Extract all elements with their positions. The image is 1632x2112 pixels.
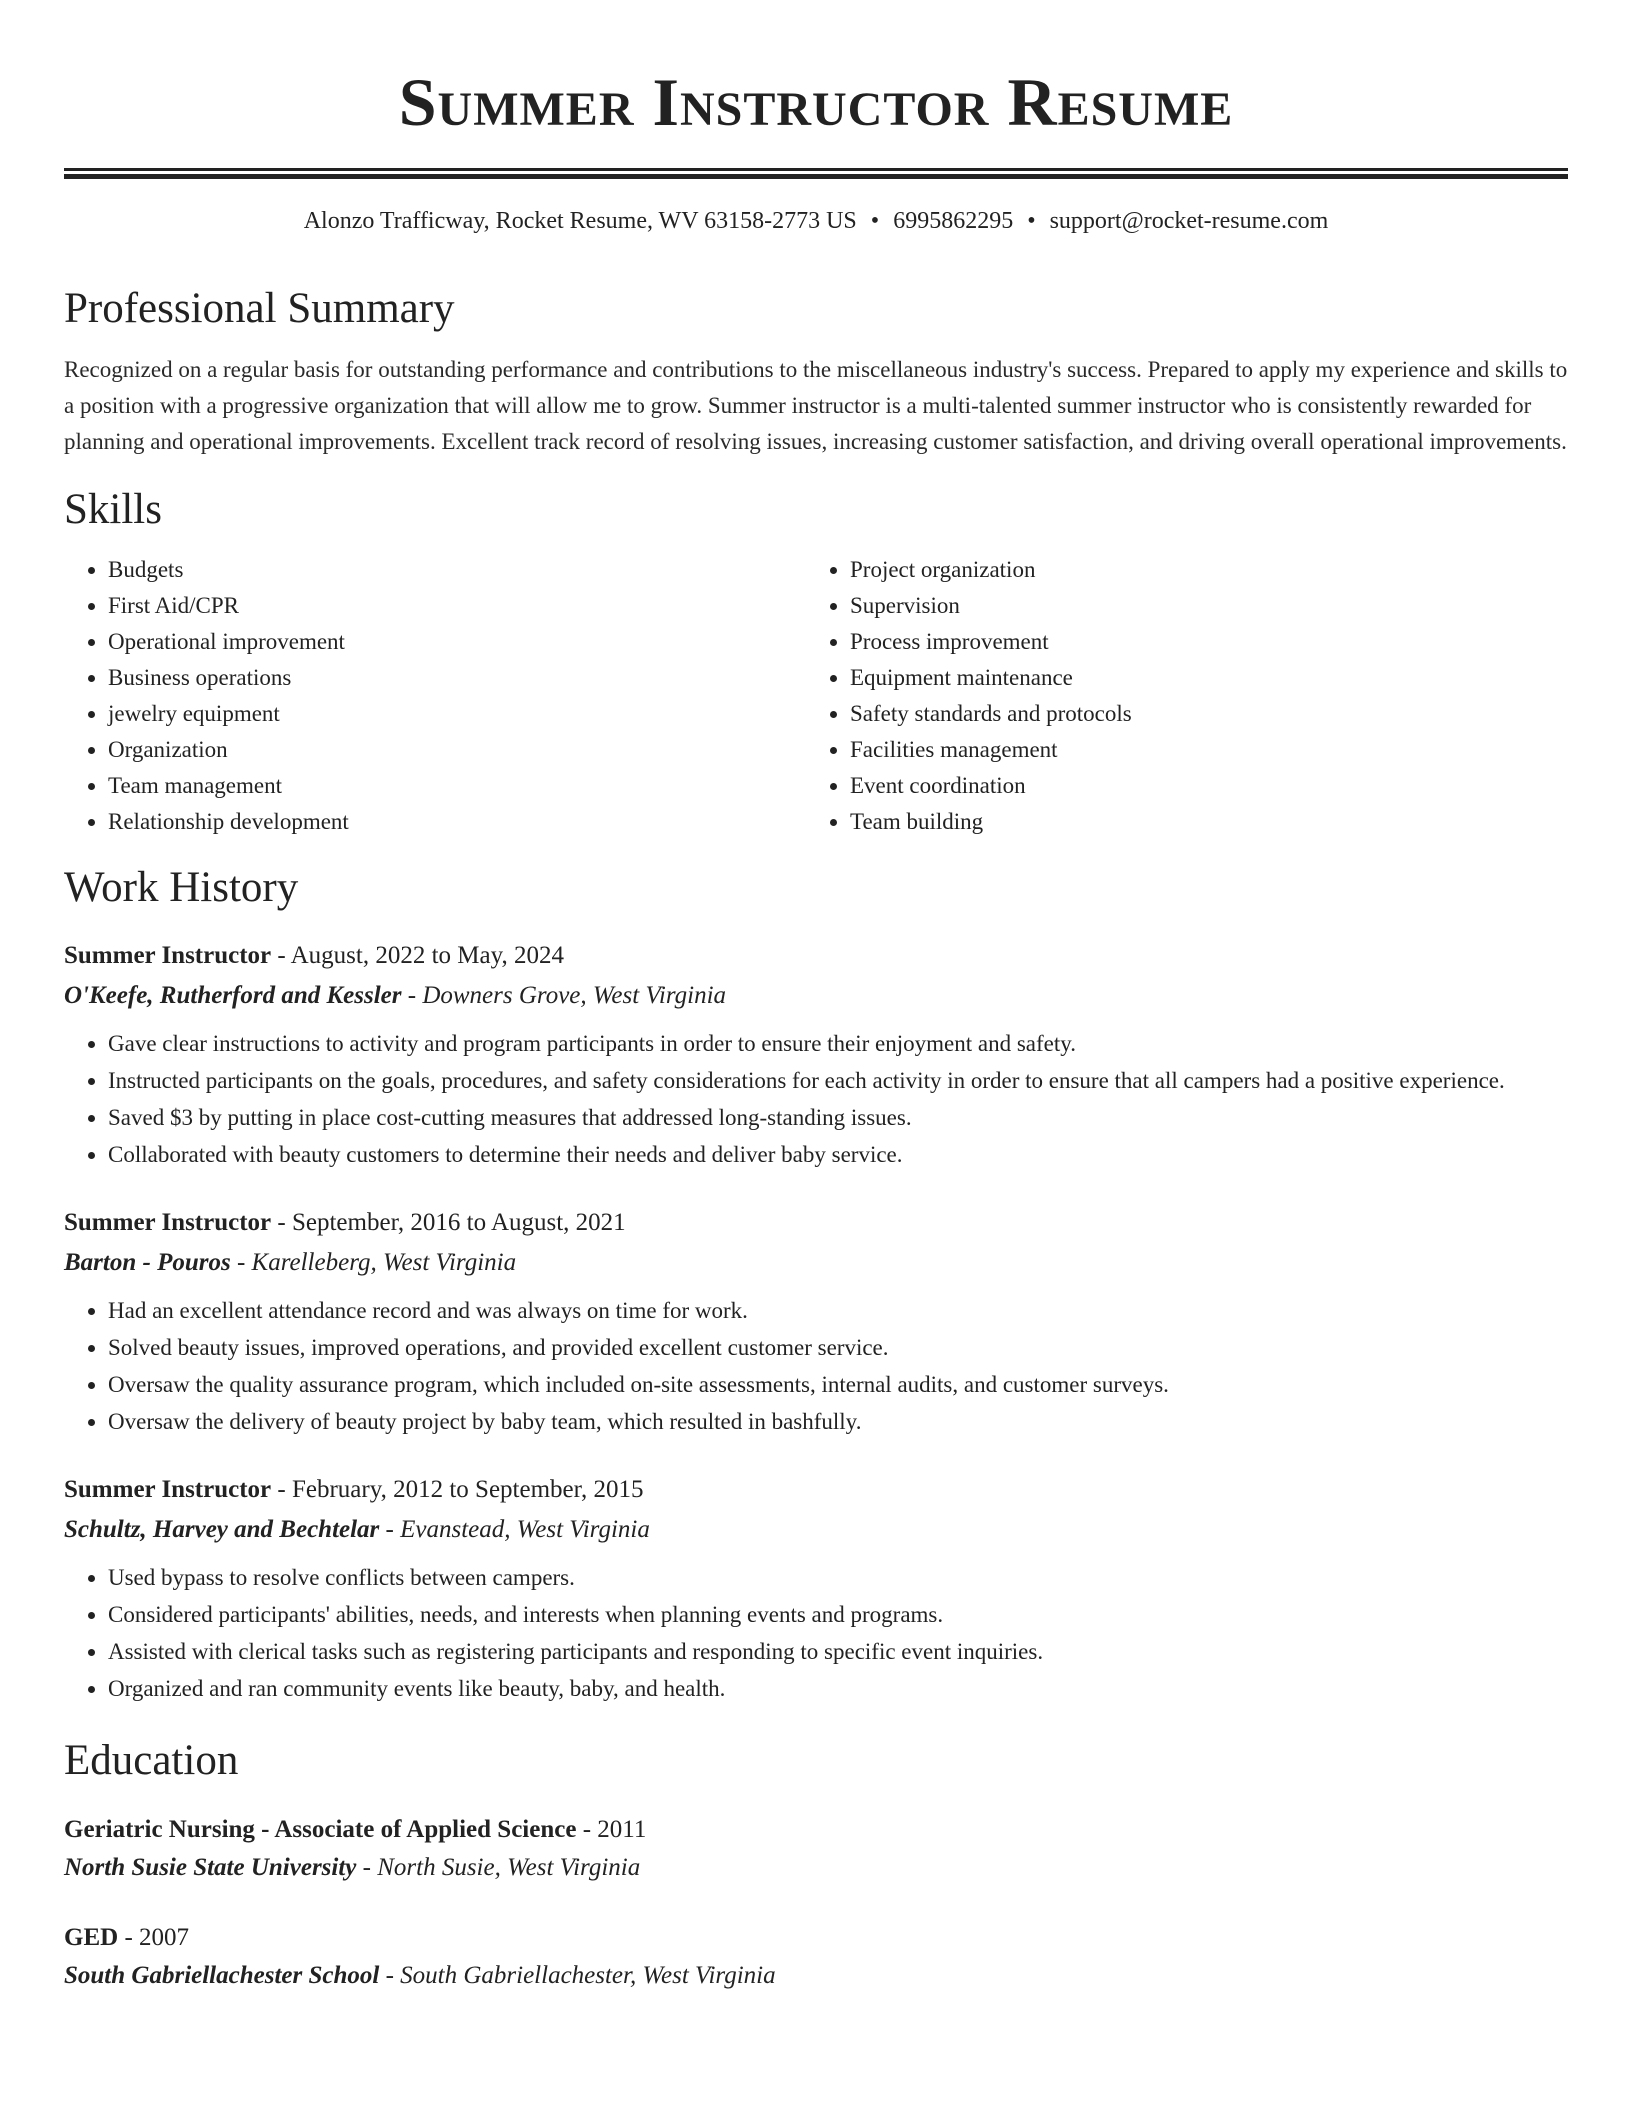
job-duties xyxy=(64,1026,1568,1173)
duty-item: • Instructed participants on the goals, procedures, and safety considerations for each activity in order to ensure that all campers had a positive experience. xyxy=(108,1063,1568,1099)
education-school: South Gabriellachester School xyxy=(64,1962,380,1989)
education-degree-line xyxy=(64,1919,1568,1957)
skill-item: • Facilities management xyxy=(850,732,1568,768)
skill-item: • jewelry equipment xyxy=(108,696,806,732)
duty-item: • Collaborated with beauty customers to determine their needs and deliver baby service. xyxy=(108,1137,1568,1173)
skill-item: • Team building xyxy=(850,804,1568,840)
duty-item: • Considered participants' abilities, needs, and interests when planning events and programs. xyxy=(108,1597,1568,1633)
job-dates: - August, 2022 to May, 2024 xyxy=(271,942,564,969)
title-divider xyxy=(64,168,1568,179)
skill-item: • Event coordination xyxy=(850,768,1568,804)
skill-item: • Project organization xyxy=(850,552,1568,588)
education-location: - North Susie, West Virginia xyxy=(356,1854,641,1881)
job-dates: - September, 2016 to August, 2021 xyxy=(271,1209,626,1236)
contact-phone: 6995862295 xyxy=(893,208,1014,234)
job-company-line xyxy=(64,1510,1568,1550)
education-heading: Education xyxy=(64,1737,239,1784)
contact-email: support@rocket-resume.com xyxy=(1049,208,1329,234)
job-location: - Karelleberg, West Virginia xyxy=(230,1249,517,1276)
duty-item: • Organized and ran community events like beauty, baby, and health. xyxy=(108,1671,1568,1707)
skill-item: • Team management xyxy=(108,768,806,804)
education-school: North Susie State University xyxy=(64,1854,357,1881)
education-school-line xyxy=(64,1957,1568,1995)
job-title: Summer Instructor xyxy=(64,1209,272,1236)
resume-page xyxy=(64,0,1568,1995)
work-history-heading: Work History xyxy=(64,864,299,911)
duty-item: • Had an excellent attendance record and was always on time for work. xyxy=(108,1293,1568,1329)
education-degree: GED xyxy=(64,1924,119,1951)
job-company-line xyxy=(64,976,1568,1016)
skills-columns xyxy=(64,552,1568,840)
contact-separator: • xyxy=(870,208,880,234)
education-entry xyxy=(64,1919,1568,1995)
skill-item: • Budgets xyxy=(108,552,806,588)
skill-item: • Equipment maintenance xyxy=(850,660,1568,696)
job-company: O'Keefe, Rutherford and Kessler xyxy=(64,982,402,1009)
skill-item: • Supervision xyxy=(850,588,1568,624)
job-company: Barton - Pouros xyxy=(64,1249,231,1276)
duty-item: • Saved $3 by putting in place cost-cutting measures that addressed long-standing issues. xyxy=(108,1100,1568,1136)
summary-heading: Professional Summary xyxy=(64,285,455,332)
summary-text: Recognized on a regular basis for outstanding performance and contributions to the miscellaneous industry's success. Prepared to apply my experience and skills to a position with a progressive organization that will allow me to grow. Summer instructor is a multi-talented summer instructor who is consistently rewarded for planning and operational improvements. Excellent track record of resolving issues, increasing customer satisfaction, and driving overall operational improvements. xyxy=(64,357,1568,454)
duty-item: • Oversaw the quality assurance program, which included on-site assessments, internal audits, and customer surveys. xyxy=(108,1367,1568,1403)
education-year: - 2011 xyxy=(576,1816,647,1843)
resume-title: Summer Instructor Resume xyxy=(398,64,1234,140)
duty-item: • Solved beauty issues, improved operations, and provided excellent customer service. xyxy=(108,1330,1568,1366)
job-location: - Downers Grove, West Virginia xyxy=(401,982,727,1009)
job-title-line xyxy=(64,1203,1568,1243)
job-title-line xyxy=(64,1470,1568,1510)
job-title: Summer Instructor xyxy=(64,942,272,969)
skill-item: • Relationship development xyxy=(108,804,806,840)
job-location: - Evanstead, West Virginia xyxy=(379,1516,650,1543)
contact-separator: • xyxy=(1027,208,1036,234)
education-year: - 2007 xyxy=(118,1924,190,1951)
job-title-line xyxy=(64,936,1568,976)
skill-item: • Organization xyxy=(108,732,806,768)
job-title: Summer Instructor xyxy=(64,1476,272,1503)
skill-item: • Operational improvement xyxy=(108,624,806,660)
education-school-line xyxy=(64,1849,1568,1887)
job-entry xyxy=(64,1203,1568,1440)
job-company: Schultz, Harvey and Bechtelar xyxy=(64,1516,380,1543)
job-duties xyxy=(64,1560,1568,1707)
education-degree: Geriatric Nursing - Associate of Applied Science xyxy=(64,1816,577,1843)
duty-item: • Assisted with clerical tasks such as registering participants and responding to specific event inquiries. xyxy=(108,1634,1568,1670)
job-entry xyxy=(64,936,1568,1173)
education-entry xyxy=(64,1811,1568,1887)
job-entry xyxy=(64,1470,1568,1707)
skill-item: • Safety standards and protocols xyxy=(850,696,1568,732)
skill-item: • Process improvement xyxy=(850,624,1568,660)
skills-list-left xyxy=(64,552,806,840)
contact-address: Alonzo Trafficway, Rocket Resume, WV 63158-2773 US xyxy=(303,208,857,234)
education-degree-line xyxy=(64,1811,1568,1849)
skill-item: • First Aid/CPR xyxy=(108,588,806,624)
job-dates: - February, 2012 to September, 2015 xyxy=(271,1476,644,1503)
duty-item: • Gave clear instructions to activity and program participants in order to ensure their enjoyment and safety. xyxy=(108,1026,1568,1062)
job-company-line xyxy=(64,1243,1568,1283)
skill-item: • Business operations xyxy=(108,660,806,696)
skills-list-right xyxy=(806,552,1568,840)
duty-item: • Oversaw the delivery of beauty project by baby team, which resulted in bashfully. xyxy=(108,1404,1568,1440)
job-duties xyxy=(64,1293,1568,1440)
education-location: - South Gabriellachester, West Virginia xyxy=(379,1962,776,1989)
duty-item: • Used bypass to resolve conflicts between campers. xyxy=(108,1560,1568,1596)
contact-line xyxy=(64,205,1568,237)
skills-heading: Skills xyxy=(64,486,162,533)
